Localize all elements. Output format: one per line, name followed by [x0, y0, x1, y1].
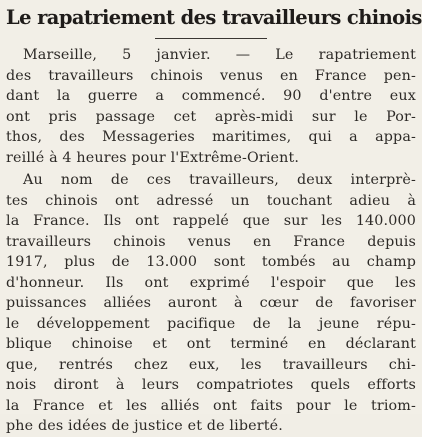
article-line: phe des idées de justice et de liberté.: [6, 418, 283, 434]
article-line: Au nom de ces travailleurs, deux interprè-: [23, 172, 416, 188]
article-headline: Le rapatriement des travailleurs chinois: [6, 6, 422, 29]
headline-rule: [155, 38, 267, 39]
article-line: la France et les alliés ont faits pour le triom-: [6, 397, 416, 414]
article-line: reillé à 4 heures pour l'Extrême-Orient.: [6, 149, 300, 166]
article-line: 1917, plus de 13.000 sont tombés au champ: [6, 254, 416, 270]
article-line: tes chinois ont adressé un touchant adieu à: [6, 192, 416, 209]
article-line: travailleurs chinois venus en France depuis: [6, 233, 416, 250]
article-line: blique chinoise et ont terminé en déclarant: [6, 336, 416, 352]
article-line: la France. Ils ont rappelé que sur les 140.000: [6, 213, 416, 229]
article-line: d'honneur. Ils ont exprimé l'espoir que les: [6, 274, 416, 291]
article-line: le développement pacifique de la jeune répu-: [6, 315, 416, 332]
article-line: dant la guerre a commencé. 90 d'entre eux: [6, 88, 416, 104]
article-paragraph-1: [6, 45, 416, 168]
article-line: thos, des Messageries maritimes, qui a appa-: [6, 129, 416, 145]
article-paragraph-2: [6, 170, 416, 437]
article-line: des travailleurs chinois venus en France pen-: [6, 67, 416, 84]
article-line: que, rentrés chez eux, les travailleurs chi-: [6, 356, 416, 373]
article-line: ont pris passage cet après-midi sur le Por-: [6, 108, 416, 125]
article-line: Marseille, 5 janvier. — Le rapatriement: [23, 47, 416, 63]
article-line: puissances alliées auront à cœur de favoriser: [6, 295, 416, 311]
article-body: [6, 45, 416, 437]
article-line: nois diront à leurs compatriotes quels efforts: [6, 377, 416, 393]
